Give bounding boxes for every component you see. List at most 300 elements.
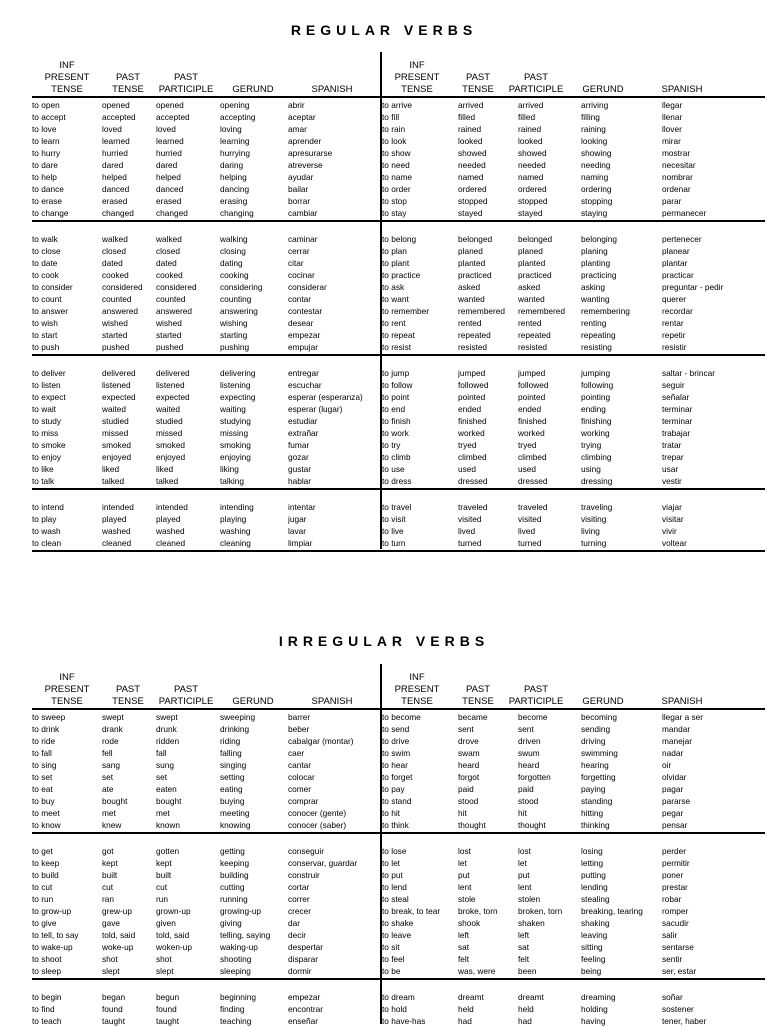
table-cell: cabalgar (montar)	[288, 736, 354, 746]
table-cell: wishing	[220, 318, 248, 328]
table-cell: to open	[32, 100, 60, 110]
table-row	[32, 819, 765, 831]
table-cell: to belong	[382, 234, 417, 244]
table-cell: resisted	[458, 342, 488, 352]
table-cell: to change	[32, 208, 69, 218]
table-row	[32, 403, 765, 415]
table-cell: drinking	[220, 724, 250, 734]
column-header-line: TENSE	[462, 84, 494, 95]
table-cell: losing	[581, 846, 603, 856]
table-row	[32, 257, 765, 269]
table-cell: lavar	[288, 526, 306, 536]
table-cell: met	[102, 808, 116, 818]
table-cell: plantar	[662, 258, 688, 268]
table-cell: to miss	[32, 428, 59, 438]
table-cell: studied	[156, 416, 183, 426]
table-cell: jumped	[458, 368, 486, 378]
table-cell: encontrar	[288, 1004, 324, 1014]
table-cell: stopped	[458, 196, 488, 206]
table-row	[32, 711, 765, 723]
table-cell: opening	[220, 100, 250, 110]
table-cell: finding	[220, 1004, 245, 1014]
table-cell: studied	[102, 416, 129, 426]
table-cell: to date	[32, 258, 58, 268]
table-cell: liked	[156, 464, 174, 474]
table-cell: forgetting	[581, 772, 616, 782]
table-cell: lent	[458, 882, 472, 892]
table-cell: cooked	[102, 270, 129, 280]
table-row	[32, 439, 765, 451]
table-cell: changed	[102, 208, 134, 218]
table-cell: to leave	[382, 930, 412, 940]
table-cell: built	[156, 870, 172, 880]
table-row	[32, 747, 765, 759]
table-cell: usar	[662, 464, 679, 474]
table-cell: to love	[32, 124, 57, 134]
table-cell: mirar	[662, 136, 681, 146]
table-row	[32, 845, 765, 857]
table-cell: to forget	[382, 772, 413, 782]
table-cell: to push	[32, 342, 60, 352]
table-cell: to hurry	[32, 148, 61, 158]
column-header-line: PRESENT	[394, 72, 440, 83]
table-cell: visiting	[581, 514, 607, 524]
table-cell: changing	[220, 208, 254, 218]
table-cell: beber	[288, 724, 310, 734]
column-header-line: PARTICIPLE	[158, 84, 214, 95]
table-cell: arriving	[581, 100, 609, 110]
table-cell: becoming	[581, 712, 617, 722]
table-row	[32, 857, 765, 869]
table-cell: to need	[382, 160, 410, 170]
column-header	[218, 664, 288, 708]
table-cell: ended	[518, 404, 542, 414]
table-row	[32, 953, 765, 965]
column-header-line: TENSE	[51, 84, 83, 95]
table-cell: remembering	[581, 306, 630, 316]
table-cell: to resist	[382, 342, 412, 352]
table-cell: mandar	[662, 724, 691, 734]
table-cell: began	[102, 992, 126, 1002]
column-divider	[380, 52, 382, 549]
table-cell: seguir	[662, 380, 685, 390]
table-cell: answered	[156, 306, 192, 316]
column-header	[642, 664, 722, 708]
table-cell: stealing	[581, 894, 610, 904]
table-cell: to lose	[382, 846, 407, 856]
table-cell: knew	[102, 820, 122, 830]
table-cell: to start	[32, 330, 58, 340]
table-row	[32, 207, 765, 219]
table-cell: bought	[102, 796, 128, 806]
column-header	[32, 664, 102, 708]
table-cell: to visit	[382, 514, 406, 524]
table-cell: stopping	[581, 196, 613, 206]
table-cell: oir	[662, 760, 672, 770]
table-cell: to answer	[32, 306, 68, 316]
table-cell: vestir	[662, 476, 682, 486]
table-cell: to stop	[382, 196, 407, 206]
table-cell: met	[156, 808, 170, 818]
table-cell: hitting	[581, 808, 604, 818]
table-cell: showed	[458, 148, 487, 158]
column-header-line: TENSE	[51, 696, 83, 707]
table-cell: dreaming	[581, 992, 616, 1002]
table-cell: kept	[102, 858, 118, 868]
table-cell: letting	[581, 858, 604, 868]
table-cell: dressed	[518, 476, 548, 486]
table-cell: had	[518, 1016, 532, 1026]
table-cell: to tell, to say	[32, 930, 79, 940]
table-cell: to close	[32, 246, 61, 256]
table-cell: to drive	[382, 736, 410, 746]
table-cell: visited	[518, 514, 542, 524]
table-cell: intending	[220, 502, 254, 512]
table-cell: to become	[382, 712, 421, 722]
table-row	[32, 317, 765, 329]
table-cell: to think	[382, 820, 409, 830]
table-cell: played	[156, 514, 181, 524]
table-cell: swum	[518, 748, 540, 758]
table-cell: to talk	[32, 476, 55, 486]
table-cell: helped	[156, 172, 181, 182]
table-cell: manejar	[662, 736, 692, 746]
table-cell: to set	[32, 772, 53, 782]
table-cell: needed	[458, 160, 486, 170]
table-cell: crecer	[288, 906, 312, 916]
column-header	[98, 52, 158, 96]
table-cell: dared	[102, 160, 124, 170]
table-cell: intentar	[288, 502, 316, 512]
table-cell: extrañar	[288, 428, 319, 438]
table-cell: traveled	[458, 502, 488, 512]
table-cell: swept	[102, 712, 124, 722]
table-cell: counted	[156, 294, 186, 304]
table-cell: to enjoy	[32, 452, 62, 462]
column-header-line: PAST	[115, 684, 141, 695]
table-cell: to travel	[382, 502, 412, 512]
table-cell: following	[581, 380, 614, 390]
table-cell: needed	[518, 160, 546, 170]
table-cell: to know	[32, 820, 61, 830]
table-cell: to use	[382, 464, 405, 474]
table-cell: counting	[220, 294, 252, 304]
table-cell: mostrar	[662, 148, 691, 158]
table-cell: filling	[581, 112, 600, 122]
column-header-line: PAST	[465, 72, 491, 83]
table-cell: swimming	[581, 748, 618, 758]
table-cell: started	[156, 330, 182, 340]
table-cell: sung	[156, 760, 174, 770]
table-cell: forgot	[458, 772, 480, 782]
table-cell: forgotten	[518, 772, 551, 782]
table-cell: to turn	[382, 538, 406, 548]
table-cell: had	[458, 1016, 472, 1026]
table-cell: planting	[581, 258, 611, 268]
table-cell: kept	[156, 858, 172, 868]
column-header	[218, 52, 288, 96]
table-cell: renting	[581, 318, 607, 328]
table-cell: cutting	[220, 882, 245, 892]
table-cell: enjoyed	[156, 452, 186, 462]
table-cell: lost	[518, 846, 531, 856]
table-cell: finished	[518, 416, 547, 426]
table-cell: gave	[102, 918, 120, 928]
table-cell: falling	[220, 748, 242, 758]
table-cell: cut	[102, 882, 114, 892]
table-cell: to consider	[32, 282, 73, 292]
table-cell: entregar	[288, 368, 319, 378]
table-cell: pegar	[662, 808, 684, 818]
table-cell: tryed	[518, 440, 537, 450]
table-cell: to put	[382, 870, 403, 880]
table-cell: smoked	[102, 440, 132, 450]
table-cell: conocer (saber)	[288, 820, 347, 830]
table-cell: arrived	[458, 100, 484, 110]
table-cell: liking	[220, 464, 239, 474]
table-cell: missing	[220, 428, 249, 438]
table-cell: hearing	[581, 760, 609, 770]
table-cell: listened	[102, 380, 131, 390]
table-cell: amar	[288, 124, 307, 134]
table-cell: paying	[581, 784, 606, 794]
table-cell: cleaning	[220, 538, 251, 548]
table-cell: abrir	[288, 100, 305, 110]
table-cell: finishing	[581, 416, 612, 426]
table-cell: conocer (gente)	[288, 808, 347, 818]
table-cell: erasing	[220, 196, 248, 206]
table-cell: being	[581, 966, 602, 976]
table-rule	[32, 354, 765, 356]
table-cell: setting	[220, 772, 245, 782]
table-row	[32, 427, 765, 439]
column-header	[568, 52, 638, 96]
table-cell: to ask	[382, 282, 405, 292]
table-cell: waited	[156, 404, 180, 414]
table-cell: to dance	[32, 184, 64, 194]
table-cell: soñar	[662, 992, 683, 1002]
table-cell: stole	[458, 894, 476, 904]
table-cell: perder	[662, 846, 686, 856]
table-cell: to rain	[382, 124, 406, 134]
table-rule	[32, 708, 765, 710]
table-cell: to give	[32, 918, 57, 928]
table-cell: despertar	[288, 942, 324, 952]
table-cell: empezar	[288, 330, 321, 340]
table-cell: raining	[581, 124, 606, 134]
table-cell: to find	[32, 1004, 55, 1014]
table-row	[32, 893, 765, 905]
table-cell: to learn	[32, 136, 60, 146]
table-cell: cleaned	[156, 538, 186, 548]
column-header-line: PAST	[115, 72, 141, 83]
table-cell: to steal	[382, 894, 409, 904]
table-row	[32, 991, 765, 1003]
table-cell: caminar	[288, 234, 318, 244]
table-cell: dressed	[458, 476, 488, 486]
table-cell: naming	[581, 172, 609, 182]
table-cell: shot	[102, 954, 118, 964]
table-cell: ser, estar	[662, 966, 697, 976]
table-cell: looking	[581, 136, 608, 146]
table-cell: sat	[518, 942, 530, 952]
table-cell: visited	[458, 514, 482, 524]
table-cell: looked	[458, 136, 483, 146]
table-row	[32, 269, 765, 281]
table-cell: visitar	[662, 514, 684, 524]
table-cell: sent	[458, 724, 474, 734]
table-cell: repeating	[581, 330, 616, 340]
table-cell: found	[156, 1004, 177, 1014]
table-cell: building	[220, 870, 249, 880]
column-header-line: SPANISH	[661, 84, 703, 95]
table-row	[32, 293, 765, 305]
table-cell: showed	[518, 148, 547, 158]
table-cell: getting	[220, 846, 245, 856]
table-cell: grew-up	[102, 906, 132, 916]
table-cell: lending	[581, 882, 608, 892]
table-rule	[32, 832, 765, 834]
column-header-line: GERUND	[582, 696, 624, 707]
table-row	[32, 807, 765, 819]
table-cell: paid	[518, 784, 534, 794]
table-cell: comprar	[288, 796, 319, 806]
table-cell: dreamt	[518, 992, 544, 1002]
table-cell: to drink	[32, 724, 60, 734]
table-cell: enjoyed	[102, 452, 132, 462]
table-cell: to build	[32, 870, 59, 880]
column-header-line: INF	[59, 60, 75, 71]
table-cell: slept	[156, 966, 174, 976]
table-cell: llegar	[662, 100, 683, 110]
table-header	[32, 664, 765, 708]
table-cell: missed	[156, 428, 183, 438]
table-cell: expecting	[220, 392, 256, 402]
table-cell: heard	[518, 760, 540, 770]
table-cell: ordering	[581, 184, 612, 194]
table-cell: construir	[288, 870, 320, 880]
table-cell: stopped	[518, 196, 548, 206]
table-cell: to pay	[382, 784, 405, 794]
table-cell: esperar (esperanza)	[288, 392, 363, 402]
table-cell: walked	[102, 234, 128, 244]
table-cell: to study	[32, 416, 62, 426]
table-row	[32, 183, 765, 195]
table-cell: fell	[102, 748, 113, 758]
table-cell: to begin	[32, 992, 62, 1002]
table-cell: sat	[458, 942, 470, 952]
table-cell: started	[102, 330, 128, 340]
column-header-line: PARTICIPLE	[508, 696, 564, 707]
table-cell: limpiar	[288, 538, 313, 548]
table-cell: to arrive	[382, 100, 412, 110]
table-row	[32, 537, 765, 549]
table-cell: washed	[156, 526, 185, 536]
table-cell: trepar	[662, 452, 684, 462]
table-cell: hurried	[102, 148, 128, 158]
table-cell: turned	[518, 538, 542, 548]
table-cell: to shoot	[32, 954, 62, 964]
table-row	[32, 869, 765, 881]
table-cell: to practice	[382, 270, 421, 280]
table-cell: staying	[581, 208, 608, 218]
table-cell: to break, to tear	[382, 906, 441, 916]
table-cell: studying	[220, 416, 251, 426]
table-cell: trying	[581, 440, 602, 450]
table-cell: to plan	[382, 246, 407, 256]
table-row	[32, 1015, 765, 1027]
table-cell: pointed	[518, 392, 546, 402]
table-cell: worked	[458, 428, 485, 438]
table-cell: bailar	[288, 184, 309, 194]
table-cell: repetir	[662, 330, 686, 340]
table-cell: broken, torn	[518, 906, 563, 916]
table-cell: stayed	[458, 208, 483, 218]
table-cell: lived	[458, 526, 476, 536]
table-cell: rode	[102, 736, 119, 746]
table-cell: turning	[581, 538, 607, 548]
table-cell: to cook	[32, 270, 59, 280]
table-cell: to plant	[382, 258, 410, 268]
table-cell: gustar	[288, 464, 312, 474]
table-cell: viajar	[662, 502, 682, 512]
table-cell: grown-up	[156, 906, 191, 916]
table-cell: cooking	[220, 270, 249, 280]
table-cell: needing	[581, 160, 611, 170]
table-cell: drank	[102, 724, 123, 734]
table-cell: waking-up	[220, 942, 258, 952]
table-cell: daring	[220, 160, 244, 170]
column-header	[32, 52, 102, 96]
column-header-line: PARTICIPLE	[158, 696, 214, 707]
table-cell: stolen	[518, 894, 541, 904]
table-cell: planted	[458, 258, 486, 268]
column-header	[292, 52, 372, 96]
table-cell: to accept	[32, 112, 66, 122]
table-cell: got	[102, 846, 114, 856]
table-cell: caer	[288, 748, 305, 758]
table-cell: considerar	[288, 282, 327, 292]
table-cell: hurrying	[220, 148, 250, 158]
table-cell: told, said	[102, 930, 136, 940]
table-cell: necesitar	[662, 160, 696, 170]
table-row	[32, 147, 765, 159]
table-cell: felt	[458, 954, 470, 964]
table-cell: paid	[458, 784, 474, 794]
table-cell: traveled	[518, 502, 548, 512]
regular-verbs-table	[32, 52, 765, 549]
table-cell: playing	[220, 514, 247, 524]
table-cell: to end	[382, 404, 406, 414]
table-cell: estudiar	[288, 416, 318, 426]
table-cell: waiting	[220, 404, 246, 414]
table-cell: delivered	[102, 368, 136, 378]
table-row	[32, 159, 765, 171]
column-header	[568, 664, 638, 708]
table-cell: querer	[662, 294, 686, 304]
table-cell: cleaned	[102, 538, 132, 548]
table-cell: repeated	[518, 330, 551, 340]
table-cell: to teach	[32, 1016, 62, 1026]
table-cell: taught	[156, 1016, 180, 1026]
table-cell: to repeat	[382, 330, 415, 340]
table-cell: dating	[220, 258, 243, 268]
table-cell: dormir	[288, 966, 312, 976]
table-cell: sent	[518, 724, 534, 734]
table-cell: repeated	[458, 330, 491, 340]
table-cell: robar	[662, 894, 682, 904]
table-cell: aceptar	[288, 112, 316, 122]
